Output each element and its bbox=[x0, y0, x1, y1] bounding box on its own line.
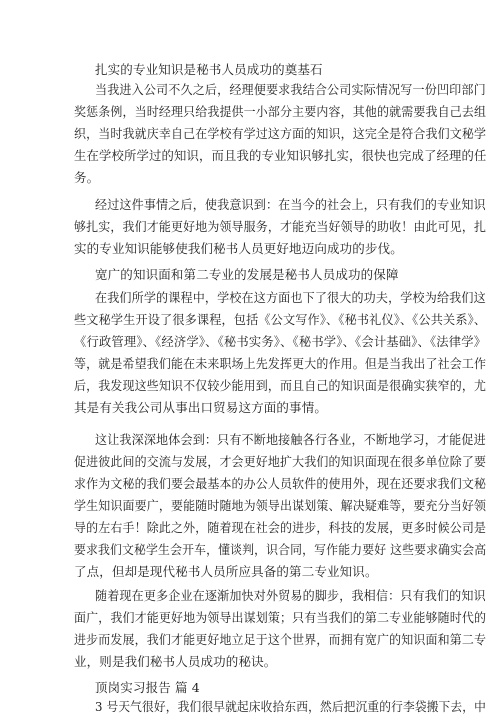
paragraph-line: 随着现在更多企业在逐渐加快对外贸易的脚步，我相信：只有我们的知识 bbox=[95, 588, 486, 603]
paragraph-line: 其是有关我公司从事出口贸易这方面的事情。 bbox=[74, 400, 328, 415]
paragraph-line: 学生知识面要广，要能随时随地为领导出谋划策、解决疑难等，要充分当好领 bbox=[74, 498, 487, 513]
paragraph-line: 后，我发现这些知识不仅较少能用到，而且自己的知识面是很确实狭窄的，尤 bbox=[74, 378, 487, 393]
paragraph-line: 够扎实，我们才能更好地为领导服务，才能充当好领导的助收！由此可见，扎 bbox=[74, 219, 487, 234]
paragraph-line: 经过这件事情之后，使我意识到：在当今的社会上，只有我们的专业知识 bbox=[95, 197, 486, 212]
paragraph-line: 当我进入公司不久之后，经理便要求我结合公司实际情况写一份凹印部门 bbox=[95, 82, 486, 97]
paragraph-line: 求作为文秘的我们要会最基本的办公人员软件的使用外，现在还要求我们文秘 bbox=[74, 476, 487, 491]
paragraph-line: 生在学校所学过的知识，而且我的专业知识够扎实，很快也完成了经理的任 bbox=[74, 148, 487, 163]
paragraph-line: 些文秘学生开设了很多课程，包括《公文写作》、《秘书礼仪》、《公共关系》、 bbox=[74, 312, 487, 327]
paragraph-line: 这让我深深地体会到：只有不断地接触各行各业，不断地学习，才能促进 bbox=[95, 432, 486, 447]
paragraph-line: 实的专业知识能够使我们秘书人员更好地迈向成功的步伐。 bbox=[74, 241, 403, 256]
paragraph-line: 了点，但却是现代秘书人员所应具备的第二专业知识。 bbox=[74, 564, 378, 579]
paragraph-line: 业，则是我们秘书人员成功的秘诀。 bbox=[74, 654, 277, 669]
section-heading: 扎实的专业知识是秘书人员成功的奠基石 bbox=[95, 62, 323, 77]
paragraph-line: 面广，我们才能更好地为领导出谋划策；只有当我们的第二专业能够随时代的 bbox=[74, 610, 487, 625]
paragraph-line: 等，就是希望我们能在未来职场上先发挥更大的作用。但是当我出了社会工作 bbox=[74, 356, 487, 371]
paragraph-line: 3 号天气很好，我们很早就起床收拾东西，然后把沉重的行李袋搬下去，中 bbox=[95, 699, 487, 714]
section-heading: 顶岗实习报告 篇 4 bbox=[95, 680, 200, 695]
paragraph-line: 织，当时我就庆幸自己在学校有学过这方面的知识，这完全是符合我们文秘学 bbox=[74, 126, 487, 141]
paragraph-line: 奖惩条例，当时经理只给我提供一小部分主要内容，其他的就需要我自己去组 bbox=[74, 104, 487, 119]
paragraph-line: 要求我们文秘学生会开车，懂谈判，识合同，写作能力要好 这些要求确实会高 bbox=[74, 542, 487, 557]
paragraph-line: 进步而发展，我们才能更好地立足于这个世界，而拥有宽广的知识面和第二专 bbox=[74, 632, 487, 647]
paragraph-line: 在我们所学的课程中，学校在这方面也下了很大的功夫，学校为给我们这 bbox=[95, 290, 486, 305]
paragraph-line: 促进彼此间的交流与发展，才会更好地扩大我们的知识面现在很多单位除了要 bbox=[74, 454, 487, 469]
paragraph-line: 务。 bbox=[74, 170, 100, 185]
paragraph-line: 导的左右手！除此之外，随着现在社会的进步，科技的发展，更多时候公司是 bbox=[74, 520, 487, 535]
section-heading: 宽广的知识面和第二专业的发展是秘书人员成功的保障 bbox=[95, 267, 399, 282]
paragraph-line: 《行政管理》、《经济学》、《秘书实务》、《秘书学》、《会计基础》、《法律学》 bbox=[74, 334, 487, 349]
